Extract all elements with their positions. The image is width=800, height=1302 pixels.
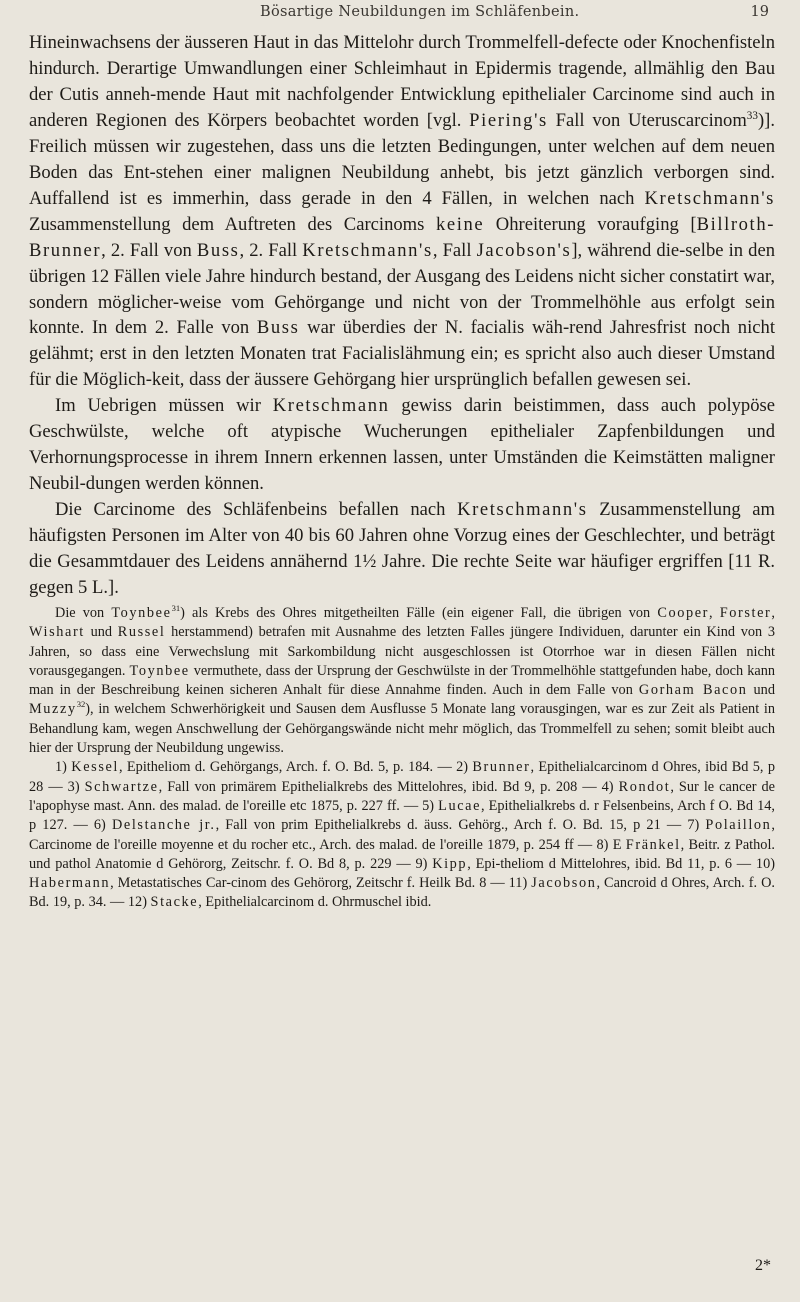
author-name: Piering's [469,109,548,131]
author-name: Schwartze [84,778,159,795]
author-name: Gorham Bacon [638,682,748,699]
author-name: Kipp [432,855,468,872]
text-run: , Epithelialcarcinom d. Ohrmuschel ibid. [198,894,432,911]
author-name: Buss [196,239,240,261]
body-text [29,30,775,913]
text-run: vermuthete, dass der Ursprung der Geschwülste in der Trommelhöhle stattgefunden habe, doch kann man in der Beschreibung keinen sicheren Anhalt für diese Annahme finden. Auch in dem Falle von [29,662,775,699]
footnote-ref: 32 [76,699,86,710]
author-name: Muzzy [29,701,77,718]
author-name: Fränkel [625,836,681,853]
text-run: , Epithelialkrebs d. r Felsenbeins, Arch f O. Bd 14, p 127. — 6) [29,797,775,834]
author-name: Kretschmann's [457,499,588,521]
main-text [29,30,775,601]
author-name: Brunner [472,759,531,776]
author-name: Buss [256,317,300,339]
page-number: 19 [750,4,769,20]
author-name: Forster [719,604,772,621]
author-name: Kretschmann's [644,187,775,209]
text-run: war überdies der N. facialis wäh-rend Jahresfrist noch nicht gelähmt; erst in den letzten Monaten trat Facialislähmung ein; es spricht also auch dieser Umstand für die Möglich-keit, dass der äussere Gehörgang hier ursprünglich befallen gewesen sei. [29,317,775,391]
text-run: ) als Krebs des Ohres mitgetheilten Fälle (ein eigener Fall, die übrigen von [180,604,658,621]
text-run: , 2. Fall [239,239,303,261]
author-name: Jacobson [531,875,597,892]
author-name: Kretschmann's [302,239,433,261]
footnote-paragraph [29,604,775,758]
paragraph [29,393,775,497]
text-run: Zusammenstellung dem Auftreten des Carcinoms [29,213,436,235]
text-run: , Epithelialcarcinom d Ohres, ibid Bd 5, p 28 — 3) [29,759,775,795]
text-run: , Metastatisches Car-cinom des Gehörorg, Zeitschr f. Heilk Bd. 8 — 11) [110,875,532,892]
author-name: Kretschmann [272,395,390,417]
text-run: , 2. Fall von [101,239,197,261]
author-name: Delstanche jr. [111,817,216,834]
author-name: Cooper [657,604,710,621]
running-head [0,4,800,26]
author-name: Billroth-Brunner [29,213,776,261]
emphasis: keine [435,213,485,235]
running-head-title: Bösartige Neubildungen im Schläfenbein. [260,4,580,20]
text-run: ], während die-selbe in den übrigen 12 Fällen viele Jahre hindurch bestand, der Ausgang des Leidens nicht sicher constatirt war, sondern möglicher-weise vom Gehörgange und nicht von der Trommelhöhle aus erfolgt sein konnte. In dem 2. Falle von [29,239,775,339]
text-run: Im Uebrigen müssen wir [55,395,273,417]
author-name: Rondot [618,778,671,795]
text-run: , [771,604,775,621]
text-run: Die von [55,604,112,621]
text-run: , Sur le cancer de l'apophyse mast. Ann. des malad. de l'oreille etc 1875, p. 227 ff. — 5) [29,778,775,814]
author-name: Toynbee [111,604,172,621]
text-run: , Fall von prim Epithelialkrebs d. äuss. Gehörg., Arch f. O. Bd. 15, p 21 — 7) [215,817,706,834]
text-run: und [747,682,775,699]
text-run: Zusammenstellung am häufigsten Personen im Alter von 40 bis 60 Jahren ohne Vorzug eines der Geschlechter, und beträgt die Gesammtdauer des Leidens annähernd 1½ Jahre. Die rechte Seite war häufiger ergriffen [11 R. gegen 5 L.]. [29,499,775,599]
text-run: , Fall [432,239,477,261]
text-run: , [709,604,720,621]
text-run: Hineinwachsens der äusseren Haut in das Mittelohr durch Trommelfell-defecte oder Knochenfisteln hindurch. Derartige Umwandlungen einer Schleimhaut in Epidermis tragende, allmählig den Bau der Cutis anneh-mende Haut mit nachfolgender Entwicklung epithelialer Carcinome sind auch in anderen Regionen des Körpers beobachtet worden [vgl. [29,32,775,131]
author-name: Kessel [71,759,119,776]
author-name: Jacobson's [476,239,572,261]
signature-mark: 2* [755,1257,771,1274]
text-run: , Beitr. z Pathol. und pathol Anatomie d Gehörorg, Zeitschr. f. O. Bd 8, p. 229 — 9) [29,836,775,872]
text-run: herstammend) betrafen mit Ausnahme des letzten Falles jüngere Individuen, darunter ein Kind von 3 Jahren, so dass eine Verwechslung mit Sarkombildung nicht ausgeschlossen ist Otorrhoe war in diesen Fällen nicht vorausgegangen. [29,624,775,679]
text-run: , Epitheliom d. Gehörgangs, Arch. f. O. Bd. 5, p. 184. — 2) [119,759,473,776]
text-run: gewiss darin beistimmen, dass auch polypöse Geschwülste, welche oft atypische Wucherungen epithelialer Zapfenbildungen und Verhornungsprocesse in ihrem Innern erkennen lassen, unter Umständen die Keimstätten maligner Neubil-dungen werden können. [29,395,775,495]
text-run: , Cancroid d Ohres, Arch. f. O. Bd. 19, p. 34. — 12) [29,875,775,911]
text-run: Fall von Uteruscarcinom [547,109,747,131]
text-run: Ohreiterung voraufging [ [484,213,697,235]
text-run: ), in welchem Schwerhörigkeit und Sausen dem Ausflusse 5 Monate lang vorausgingen, war es zur Zeit als Patient in Behandlung kam, wegen Anschwellung der Gehörgangswände nicht mehr möglich, das Trommelfell zu sehen; somit bleibt auch hier der Ursprung der Neubildung ungewiss. [29,701,775,757]
author-name: Stacke [150,894,199,911]
text-run: und [84,624,118,641]
author-name: Lucae [438,797,482,814]
author-name: Wishart [29,624,85,641]
text-run: , Epi-theliom d Mittelohres, ibid. Bd 11, p. 6 — 10) [467,855,775,872]
footnote-ref: 33 [746,109,758,122]
footnotes [29,604,775,913]
author-name: Polaillon [705,817,772,834]
author-name: Toynbee [129,662,190,679]
text-run: )]. Freilich müssen wir zugestehen, dass uns die letzten Bedingungen, unter welchen auf dem neuen Boden das Ent-stehen einer malignen Neubildung anhebt, bis jetzt gänzlich verborgen sind. Auffallend ist es immerhin, dass gerade in den 4 Fällen, in welchen nach [29,109,775,209]
paragraph [29,497,775,601]
footnote-ref: 31 [171,603,181,614]
text-run: 1) [55,759,72,776]
text-run: , Fall von primärem Epithelialkrebs des Mittelohres, ibid. Bd 9, p. 208 — 4) [158,778,619,795]
text-run: Die Carcinome des Schläfenbeins befallen nach [55,499,458,521]
text-run: , Carcinome de l'oreille moyenne et du rocher etc., Arch. des malad. de l'oreille 1879, p. 254 ff — 8) E [29,817,775,853]
author-name: Russel [117,624,166,641]
reference-list [29,758,775,912]
paragraph [29,30,775,393]
author-name: Habermann [29,875,111,892]
